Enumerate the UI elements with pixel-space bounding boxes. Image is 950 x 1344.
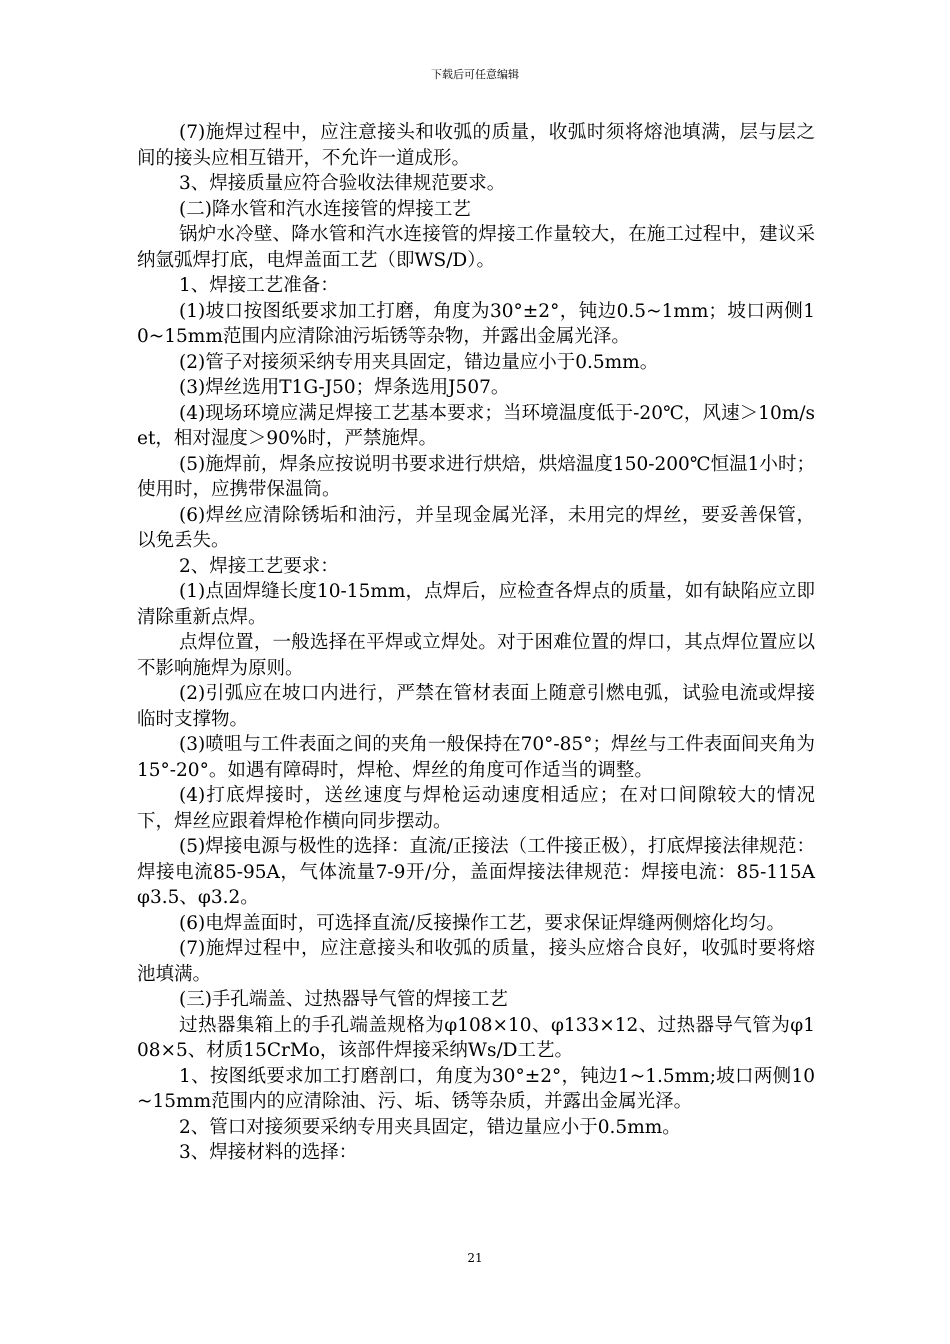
paragraph: 锅炉水冷壁、降水管和汽水连接管的焊接工作量较大，在施工过程中，建议采纳氩弧焊打底，电焊盖面工艺（即WS/D）。 — [137, 224, 815, 271]
subsection-heading: 2、焊接工艺要求： — [179, 555, 339, 577]
paragraph: (7)施焊过程中，应注意接头和收弧的质量，接头应熔合良好，收弧时要将熔池填满。 — [137, 938, 815, 985]
paragraph: 3、焊接材料的选择： — [179, 1142, 358, 1163]
page-number: 21 — [467, 1251, 483, 1265]
paragraph: 2、管口对接须要采纳专用夹具固定，错边量应小于0.5mm。 — [179, 1116, 681, 1138]
paragraph: (6)电焊盖面时，可选择直流/反接操作工艺，要求保证焊缝两侧熔化均匀。 — [179, 912, 785, 934]
paragraph: (5)焊接电源与极性的选择：直流/正接法（工件接正极），打底焊接法律规范：焊接电流85-95A，气体流量7-9开/分，盖面焊接法律规范：焊接电流：85-115A φ3.5、φ3.2。 — [137, 836, 815, 908]
paragraph: (1)点固焊缝长度10-15mm，点焊后，应检查各焊点的质量，如有缺陷应立即清除重新点焊。 — [137, 581, 815, 628]
paragraph: 1、按图纸要求加工打磨剖口，角度为30°±2°，钝边1~1.5mm;坡口两侧10~15mm范围内的应清除油、污、垢、锈等杂质，并露出金属光泽。 — [137, 1065, 815, 1112]
section-heading: (二)降水管和汽水连接管的焊接工艺 — [179, 198, 471, 220]
paragraph: (6)焊丝应清除锈垢和油污，并呈现金属光泽，未用完的焊丝，要妥善保管，以免丢失。 — [137, 504, 815, 551]
paragraph: (4)打底焊接时，送丝速度与焊枪运动速度相适应；在对口间隙较大的情况下，焊丝应跟着焊枪作横向同步摆动。 — [137, 785, 815, 832]
paragraph: 过热器集箱上的手孔端盖规格为φ108×10、φ133×12、过热器导气管为φ108×5、材质15CrMo，该部件焊接采纳Ws/D工艺。 — [137, 1014, 815, 1061]
subsection-heading: 1、焊接工艺准备： — [179, 275, 339, 296]
paragraph: 点焊位置，一般选择在平焊或立焊处。对于困难位置的焊口，其点焊位置应以不影响施焊为原则。 — [137, 632, 815, 679]
paragraph: (2)管子对接须采纳专用夹具固定，错边量应小于0.5mm。 — [179, 351, 659, 373]
page-header: 下载后可任意编辑 — [431, 68, 519, 81]
paragraph: (5)施焊前，焊条应按说明书要求进行烘焙，烘焙温度150-200℃恒温1小时；使用时，应携带保温筒。 — [137, 453, 815, 500]
paragraph: (1)坡口按图纸要求加工打磨，角度为30°±2°，钝边0.5~1mm；坡口两侧10~15mm范围内应清除油污垢锈等杂物，并露出金属光泽。 — [137, 300, 815, 347]
paragraph: (3)焊丝选用T1G-J50；焊条选用J507。 — [179, 377, 510, 398]
paragraph: 3、焊接质量应符合验收法律规范要求。 — [179, 173, 506, 194]
section-heading: (三)手孔端盖、过热器导气管的焊接工艺 — [179, 989, 508, 1010]
paragraph: (3)喷咀与工件表面之间的夹角一般保持在70°-85°；焊丝与工件表面间夹角为15°-20°。如遇有障碍时，焊枪、焊丝的角度可作适当的调整。 — [137, 734, 815, 781]
paragraph: (7)施焊过程中，应注意接头和收弧的质量，收弧时须将熔池填满，层与层之间的接头应相互错开，不允许一道成形。 — [137, 122, 815, 169]
document-body — [137, 120, 815, 1166]
paragraph: (2)引弧应在坡口内进行，严禁在管材表面上随意引燃电弧，试验电流或焊接临时支撑物。 — [137, 683, 815, 730]
paragraph: (4)现场环境应满足焊接工艺基本要求；当环境温度低于-20℃，风速＞10m/set，相对湿度＞90%时，严禁施焊。 — [137, 402, 815, 449]
